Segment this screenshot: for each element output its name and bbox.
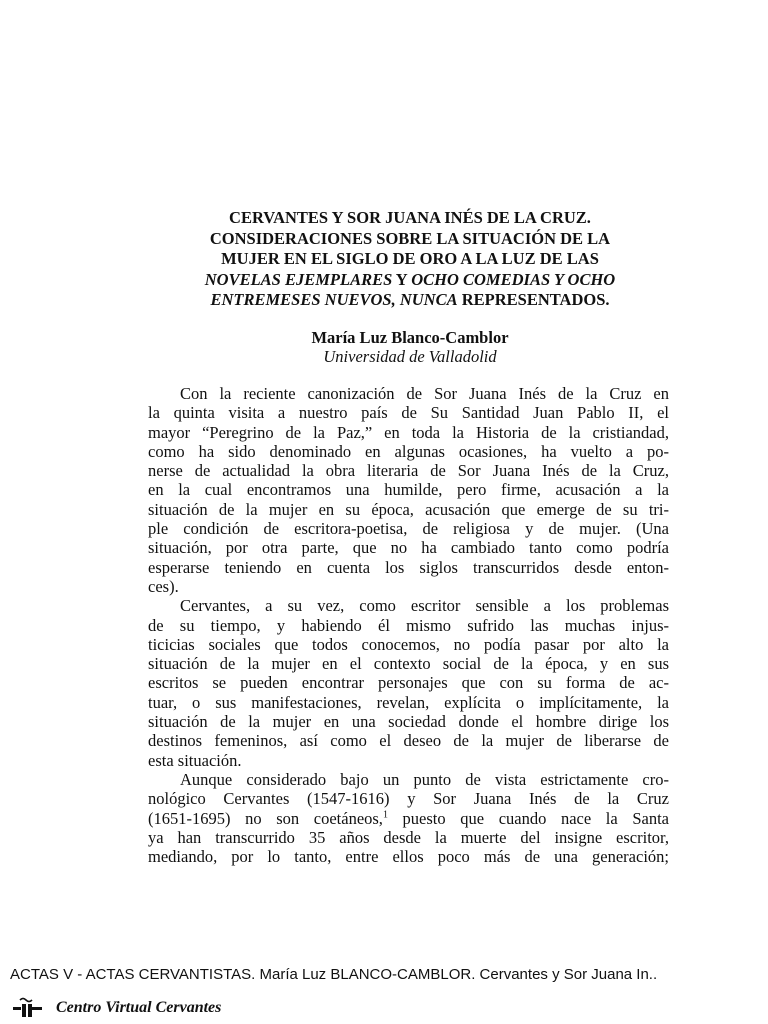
body-line: como ha sido denominado en algunas ocasiones, ha vuelto a po-: [148, 441, 669, 461]
body-line: Aunque considerado bajo un punto de vista estrictamente cro-: [180, 769, 669, 789]
title-segment: REPRESENTADOS.: [457, 290, 610, 309]
body-line: Cervantes, a su vez, como escritor sensible a los problemas: [180, 596, 669, 616]
body-line: mediando, por lo tanto, entre ellos poco más de una generación;: [148, 847, 669, 867]
title-line: [150, 290, 670, 311]
body-line: situación de la mujer en el contexto social de la época, y en sus: [148, 654, 669, 674]
body-line: la quinta visita a nuestro país de Su Santidad Juan Pablo II, el: [148, 403, 669, 423]
body-line: mayor “Peregrino de la Paz,” en toda la Historia de la cristiandad,: [148, 422, 669, 442]
body-line: ple condición de escritora-poetisa, de religiosa y de mujer. (Una: [148, 519, 669, 539]
body-line: en la cual encontramos una humilde, pero firme, acusación a la: [148, 480, 669, 500]
paragraph-3: [148, 770, 669, 866]
title-italic-segment: ENTREMESES NUEVOS, NUNCA: [210, 290, 458, 309]
body-line: situación de la mujer en su época, acusación que emerge de su tri-: [148, 499, 669, 519]
body-line: destinos femeninos, así como el deseo de la mujer de liberarse de: [148, 731, 669, 751]
cvc-logo-icon: [12, 997, 50, 1019]
body-segment: (1651-1695) no son coetáneos,: [148, 808, 383, 828]
title-line: CERVANTES Y SOR JUANA INÉS DE LA CRUZ.: [229, 208, 591, 227]
body-line: [148, 809, 669, 828]
title-italic-segment: NOVELAS EJEMPLARES: [204, 269, 393, 289]
document-caption: ACTAS V - ACTAS CERVANTISTAS. María Luz BLANCO-CAMBLOR. Cervantes y Sor Juana In..: [10, 966, 658, 983]
body-line: ces).: [148, 576, 179, 596]
footnote-marker[interactable]: 1: [382, 809, 388, 821]
body-line: ya han transcurrido 35 años desde la muerte del insigne escritor,: [148, 827, 669, 847]
body-segment: puesto que cuando nace la Santa: [387, 808, 669, 828]
body-line: esta situación.: [148, 750, 242, 770]
paragraph-1: [148, 384, 669, 596]
body-line: escritos se pueden encontrar personajes que con su forma de ac-: [148, 673, 669, 693]
title-line: MUJER EN EL SIGLO DE ORO A LA LUZ DE LAS: [221, 249, 599, 268]
body-line: situación, por otra parte, que no ha cambiado tanto como podría: [148, 538, 669, 558]
title-segment: Y: [392, 269, 412, 289]
body-line: esperarse teniendo en cuenta los siglos transcurridos desde enton-: [148, 557, 669, 577]
article-body: [148, 384, 669, 866]
body-line: de su tiempo, y habiendo él mismo sufrido las muchas injus-: [148, 615, 669, 635]
author-affiliation: Universidad de Valladolid: [323, 347, 497, 366]
paragraph-2: [148, 596, 669, 770]
body-line: nerse de actualidad la obra literaria de Sor Juana Inés de la Cruz,: [148, 461, 669, 481]
author-name: María Luz Blanco-Camblor: [311, 328, 509, 347]
author-block: [150, 328, 670, 366]
body-line: tuar, o sus manifestaciones, revelan, explícita o implícitamente, la: [148, 692, 669, 712]
title-italic-segment: OCHO COMEDIAS Y OCHO: [411, 269, 616, 289]
article-title: [150, 208, 670, 311]
cvc-logo-text: Centro Virtual Cervantes: [56, 999, 222, 1016]
body-line: Con la reciente canonización de Sor Juana Inés de la Cruz en: [180, 384, 669, 403]
cvc-logo[interactable]: [12, 996, 221, 1020]
body-line: nológico Cervantes (1547-1616) y Sor Juana Inés de la Cruz: [148, 789, 669, 809]
title-line: [150, 270, 670, 291]
body-line: situación de la mujer en una sociedad donde el hombre dirige los: [148, 712, 669, 732]
title-line: CONSIDERACIONES SOBRE LA SITUACIÓN DE LA: [209, 228, 611, 248]
body-line: ticicias sociales que todos conocemos, no podía pasar por alto la: [148, 634, 669, 654]
